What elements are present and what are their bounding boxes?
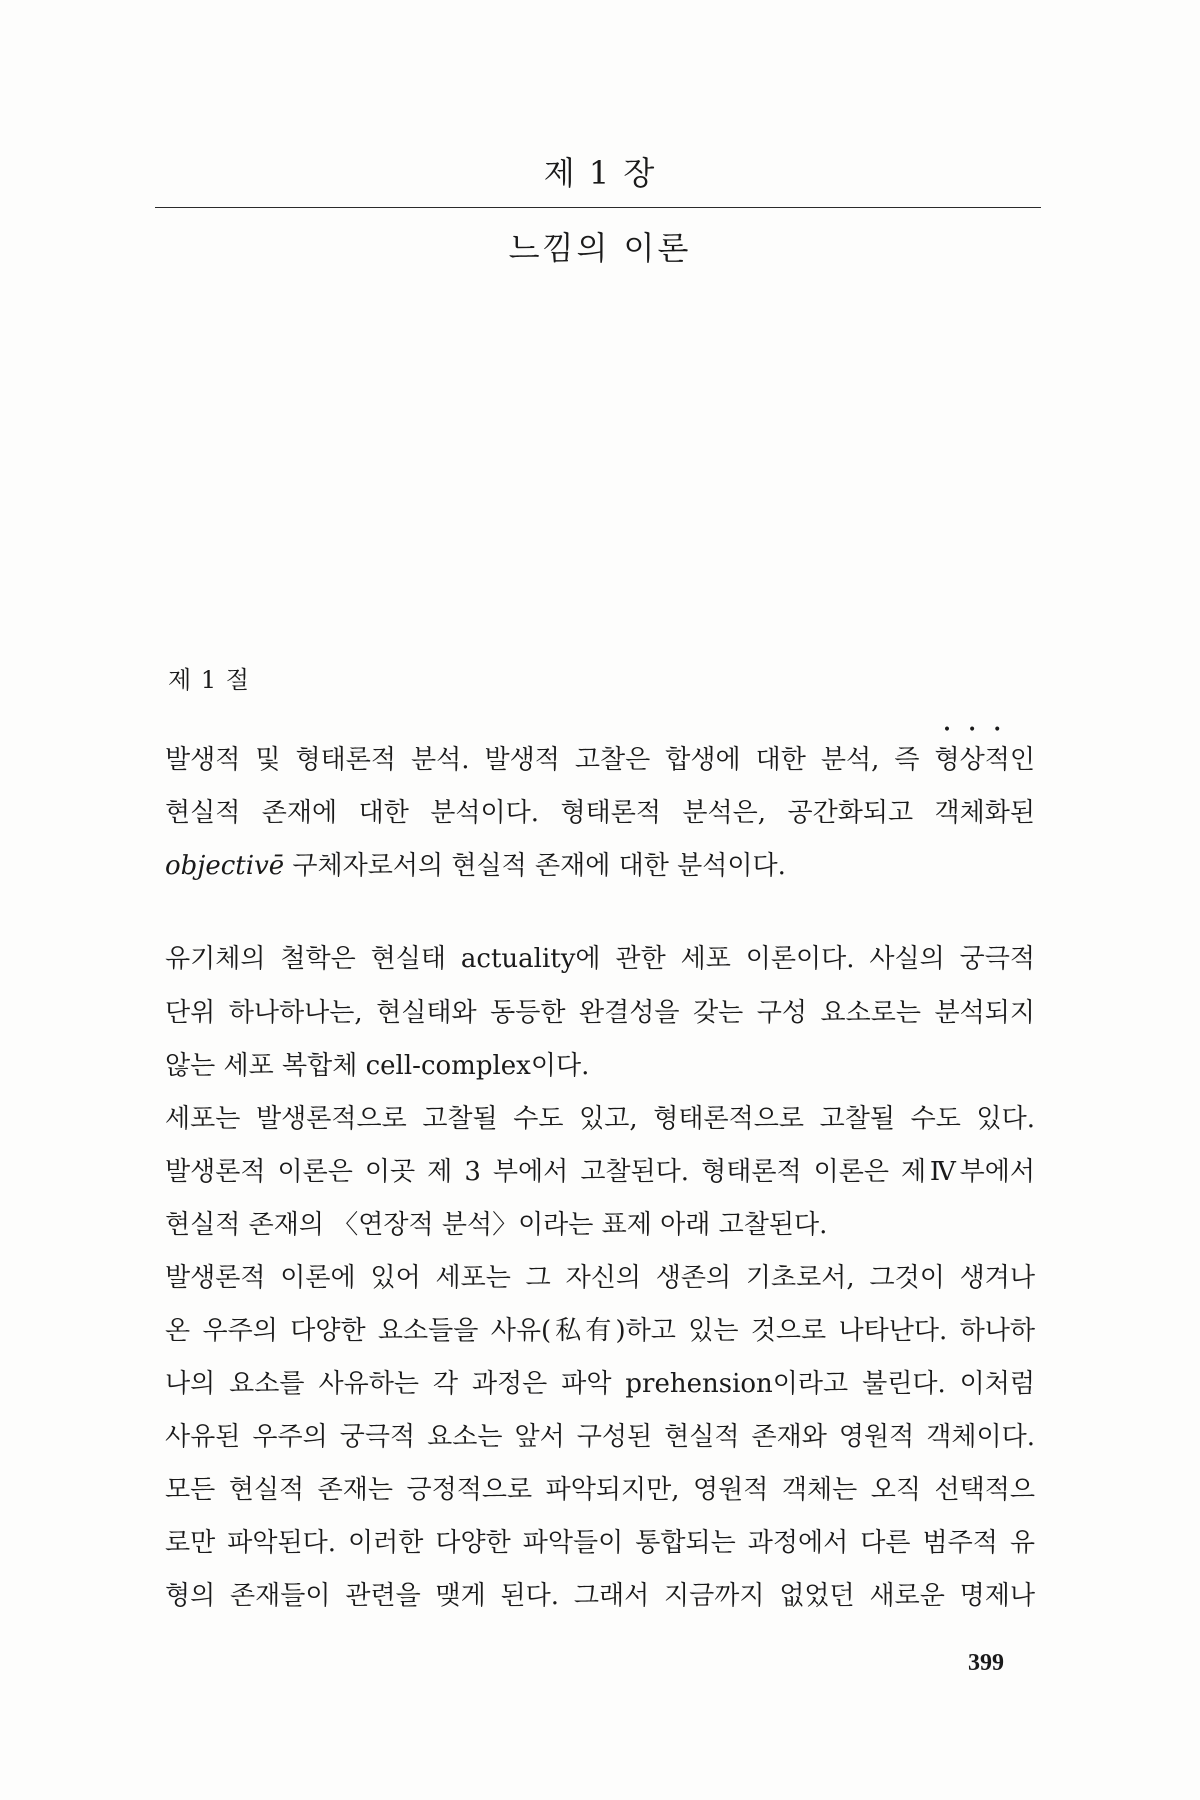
paragraph-1-text: 인 [1009,745,1035,775]
paragraph-1-text: 발생적 및 형태론적 분석. 발생적 고찰은 합생에 대한 분석, 즉 [165,745,935,775]
paragraph-3-line-3: 현실적 존재의 〈연장적 분석〉이라는 표제 아래 고찰된다. [165,1210,828,1240]
paragraph-4-line-1: 발생론적 이론에 있어 세포는 그 자신의 생존의 기초로서, 그것이 생겨나 [165,1263,1035,1293]
chapter-title: 느낌의 이론 [508,229,692,267]
chapter-divider [155,207,1041,208]
italic-term: objectivē [165,851,285,881]
section-label: 제 1 절 [168,666,250,694]
paragraph-4-line-2: 온 우주의 다양한 요소들을 사유(私有)하고 있는 것으로 나타난다. 하나하 [165,1316,1035,1346]
paragraph-1-text: 구체자로서의 현실적 존재에 대한 분석이다. [284,851,786,881]
paragraph-1-line-3 [165,846,1035,886]
paragraph-4-line-7: 형의 존재들이 관련을 맺게 된다. 그래서 지금까지 없었던 새로운 명제나 [165,1581,1035,1611]
paragraph-1-line-1 [165,740,1035,780]
emphasis-char: 형 [934,745,960,775]
page-number: 399 [968,1650,1004,1676]
paragraph-1-line-2: 현실적 존재에 대한 분석이다. 형태론적 분석은, 공간화되고 객체화된 [165,798,1035,828]
emphasis-char: 상 [959,745,985,775]
paragraph-3-line-1: 세포는 발생론적으로 고찰될 수도 있고, 형태론적으로 고찰될 수도 있다. [165,1104,1035,1134]
paragraph-4-line-4: 사유된 우주의 궁극적 요소는 앞서 구성된 현실적 존재와 영원적 객체이다. [165,1422,1035,1452]
chapter-label: 제 1 장 [543,154,657,192]
paragraph-3-line-2: 발생론적 이론은 이곳 제 3 부에서 고찰된다. 형태론적 이론은 제Ⅳ부에서 [165,1157,1035,1187]
paragraph-2-line-1: 유기체의 철학은 현실태 actuality에 관한 세포 이론이다. 사실의 궁극적 [165,944,1035,974]
paragraph-4-line-5: 모든 현실적 존재는 긍정적으로 파악되지만, 영원적 객체는 오직 선택적으 [165,1475,1035,1505]
paragraph-2-line-2: 단위 하나하나는, 현실태와 동등한 완결성을 갖는 구성 요소로는 분석되지 [165,998,1035,1028]
paragraph-4-line-6: 로만 파악된다. 이러한 다양한 파악들이 통합되는 과정에서 다른 범주적 유 [165,1528,1035,1558]
emphasis-char: 적 [984,745,1010,775]
paragraph-2-line-3: 않는 세포 복합체 cell-complex이다. [165,1051,590,1081]
paragraph-4-line-3: 나의 요소를 사유하는 각 과정은 파악 prehension이라고 불린다. 이처럼 [165,1369,1035,1399]
